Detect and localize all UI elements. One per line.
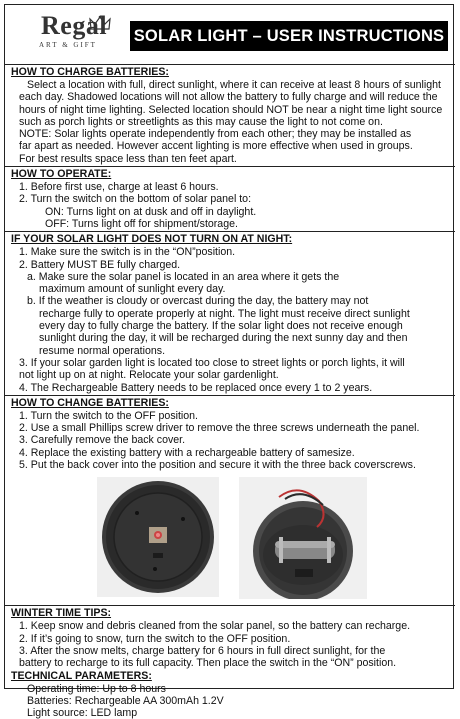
change-step: 2. Use a small Phillips screw driver to remove the three screws underneath the panel. (19, 422, 420, 435)
heading-tech: TECHNICAL PARAMETERS: (11, 669, 152, 682)
operate-off: OFF: Turns light off for shipment/storage. (45, 217, 238, 230)
charge-line: such as porch lights or streetlights as this may cause the light to not come on. (19, 115, 383, 128)
heading-charge: HOW TO CHARGE BATTERIES: (11, 66, 169, 78)
operate-on: ON: Turns light on at dusk and off in daylight. (45, 205, 257, 218)
divider (5, 605, 455, 606)
logo-subtitle: ART & GIFT (39, 41, 97, 49)
change-step: 3. Carefully remove the back cover. (19, 434, 186, 447)
tech-param: Operating time: Up to 8 hours (27, 682, 166, 695)
troubleshoot-line: not light up on at night. Relocate your solar gardenlight. (19, 369, 279, 382)
logo-brand: Regal (41, 11, 108, 40)
winter-tip: 1. Keep snow and debris cleaned from the solar panel, so the battery can recharge. (19, 620, 411, 633)
heading-troubleshoot: IF YOUR SOLAR LIGHT DOES NOT TURN ON AT NIGHT: (11, 233, 293, 246)
troubleshoot-line: sunlight during the day, it will be recharged during the next sunny day and then (39, 332, 408, 345)
change-step: 5. Put the back cover into the position and secure it with the three back coverscrews. (19, 459, 416, 472)
change-step: 4. Replace the existing battery with a rechargeable battery of samesize. (19, 446, 355, 459)
charge-note: For best results space less than ten feet apart. (19, 152, 237, 165)
operate-step: 1. Before first use, charge at least 6 hours. (19, 181, 219, 194)
winter-tip: 3. After the snow melts, charge battery for 6 hours in full direct sunlight, for the (19, 644, 386, 657)
instruction-sheet (4, 4, 454, 719)
troubleshoot-line: a. Make sure the solar panel is located in an area where it gets the (27, 270, 340, 283)
charge-line: hours of night time lighting. Selected location should NOT be near a night time light source (19, 103, 443, 116)
troubleshoot-line: b. If the weather is cloudy or overcast during the day, the battery may not (27, 295, 369, 308)
tech-param: Light source: LED lamp (27, 707, 138, 719)
troubleshoot-line: every day to fully charge the battery. If the solar light does not receive enough (39, 320, 403, 333)
page-title: SOLAR LIGHT – USER INSTRUCTIONS (130, 21, 448, 51)
content (11, 63, 449, 719)
winter-tip: 2. If it’s going to snow, turn the switch to the OFF position. (19, 632, 291, 645)
charge-line: each day. Shadowed locations will not allow the battery to fully charge and will reduce the (19, 91, 438, 104)
winter-tip: battery to recharge to its full capacity. Then place the switch in the “ON” position. (19, 657, 397, 670)
solar-light-open-photo (239, 477, 367, 599)
header (5, 5, 453, 67)
charge-line: Select a location with full, direct sunlight, where it can receive at least 8 hours of sunlight (27, 79, 441, 91)
photos (11, 477, 449, 601)
heading-change: HOW TO CHANGE BATTERIES: (11, 396, 169, 409)
troubleshoot-line: 1. Make sure the switch is in the “ON”position. (19, 246, 236, 259)
charge-note: far apart as needed. However accent lighting is more effective when used in groups. (19, 140, 413, 153)
charge-note: NOTE: Solar lights operate independently from each other; they may be installed as (19, 128, 412, 141)
divider (5, 395, 455, 396)
troubleshoot-line: resume normal operations. (39, 344, 166, 357)
troubleshoot-line: 4. The Rechargeable Battery needs to be replaced once every 1 to 2 years. (19, 381, 373, 394)
change-step: 1. Turn the switch to the OFF position. (19, 409, 198, 422)
divider (5, 166, 455, 167)
heading-winter: WINTER TIME TIPS: (11, 607, 112, 620)
divider (5, 64, 455, 65)
troubleshoot-line: 2. Battery MUST BE fully charged. (19, 258, 181, 271)
operate-step: 2. Turn the switch on the bottom of solar panel to: (19, 193, 252, 206)
tech-param: Batteries: Rechargeable AA 300mAh 1.2V (27, 694, 224, 707)
heading-operate: HOW TO OPERATE: (11, 168, 112, 181)
solar-light-bottom-photo (97, 477, 219, 597)
regal-logo (27, 11, 112, 57)
troubleshoot-line: recharge fully to operate properly at night. The light must receive direct sunlight (39, 307, 410, 320)
divider (5, 231, 455, 232)
troubleshoot-line: 3. If your solar garden light is located too close to street lights or porch lights, it will (19, 356, 405, 369)
troubleshoot-line: maximum amount of sunlight every day. (39, 283, 226, 296)
